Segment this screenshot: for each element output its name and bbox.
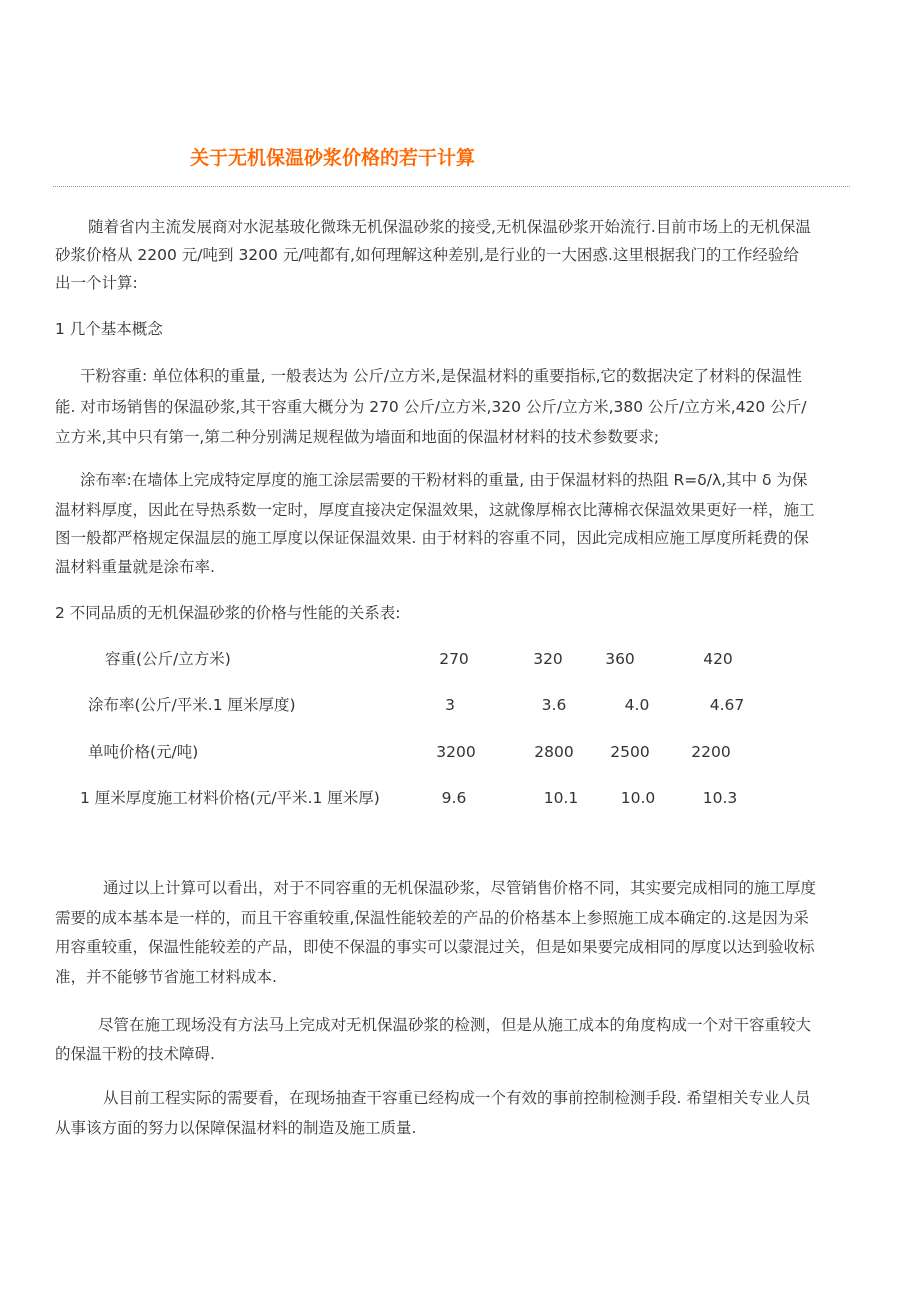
text-line: 从目前工程实际的需要看，在现场抽查干容重已经构成一个有效的事前控制检测手段. 希望相关专业人员 [103, 1089, 811, 1107]
text-line: 尽管在施工现场没有方法马上完成对无机保温砂浆的检测，但是从施工成本的角度构成一个对干容重较大 [98, 1016, 812, 1034]
row-label: 容重(公斤/立方米) [105, 650, 231, 668]
article-title: 关于无机保温砂浆价格的若干计算 [190, 147, 476, 169]
table-cell: 10.3 [702, 789, 738, 807]
text-line: 温材料重量就是涂布率. [55, 558, 215, 576]
text-line: 用容重较重，保温性能较差的产品，即使不保温的事实可以蒙混过关，但是如果要完成相同的厚度以达到验收标 [55, 938, 815, 956]
table-cell: 320 [533, 650, 563, 668]
table-cell: 2500 [610, 743, 650, 761]
text-line: 涂布率:在墙体上完成特定厚度的施工涂层需要的干粉材料的重量, 由于保温材料的热阻 R=δ/λ,其中 δ 为保 [80, 471, 808, 489]
table-cell: 420 [703, 650, 733, 668]
table-cell: 4.0 [624, 696, 650, 714]
table-cell: 9.6 [441, 789, 467, 807]
section-heading-1: 1 几个基本概念 [55, 320, 163, 338]
row-label: 单吨价格(元/吨) [88, 743, 199, 761]
text-line: 随着省内主流发展商对水泥基玻化微珠无机保温砂浆的接受,无机保温砂浆开始流行.目前市场上的无机保温 [88, 218, 811, 236]
text-line: 能. 对市场销售的保温砂浆,其干容重大概分为 270 公斤/立方米,320 公斤/立方米,380 公斤/立方米,420 公斤/ [55, 398, 807, 416]
section-heading-2: 2 不同品质的无机保温砂浆的价格与性能的关系表: [55, 604, 401, 622]
text-line: 准，并不能够节省施工材料成本. [55, 968, 277, 986]
table-cell: 10.1 [543, 789, 579, 807]
table-cell: 270 [439, 650, 469, 668]
text-line: 的保温干粉的技术障碍. [55, 1045, 215, 1063]
text-line: 砂浆价格从 2200 元/吨到 3200 元/吨都有,如何理解这种差别,是行业的一大困惑.这里根据我门的工作经验给 [55, 246, 799, 264]
row-label: 1 厘米厚度施工材料价格(元/平米.1 厘米厚) [80, 789, 380, 807]
text-line: 温材料厚度，因此在导热系数一定时，厚度直接决定保温效果，这就像厚棉衣比薄棉衣保温效果更好一样，施工 [55, 501, 815, 519]
table-cell: 4.67 [709, 696, 745, 714]
text-line: 立方米,其中只有第一,第二种分别满足规程做为墙面和地面的保温材材料的技术参数要求; [55, 428, 660, 446]
table-cell: 3200 [436, 743, 476, 761]
text-line: 需要的成本基本是一样的，而且干容重较重,保温性能较差的产品的价格基本上参照施工成本确定的.这是因为采 [55, 909, 809, 927]
table-cell: 10.0 [620, 789, 656, 807]
table-cell: 3 [445, 696, 455, 714]
table-cell: 2200 [691, 743, 731, 761]
title-divider [53, 186, 850, 187]
text-line: 图一般都严格规定保温层的施工厚度以保证保温效果. 由于材料的容重不同，因此完成相应施工厚度所耗费的保 [55, 529, 809, 547]
table-cell: 360 [605, 650, 635, 668]
text-line: 通过以上计算可以看出，对于不同容重的无机保温砂浆，尽管销售价格不同，其实要完成相同的施工厚度 [103, 879, 817, 897]
row-label: 涂布率(公斤/平米.1 厘米厚度) [88, 696, 296, 714]
table-cell: 2800 [534, 743, 574, 761]
text-line: 从事该方面的努力以保障保温材料的制造及施工质量. [55, 1119, 417, 1137]
text-line: 出一个计算: [55, 274, 138, 292]
table-cell: 3.6 [541, 696, 567, 714]
text-line: 干粉容重: 单位体积的重量, 一般表达为 公斤/立方米,是保温材料的重要指标,它的数据决定了材料的保温性 [80, 367, 803, 385]
